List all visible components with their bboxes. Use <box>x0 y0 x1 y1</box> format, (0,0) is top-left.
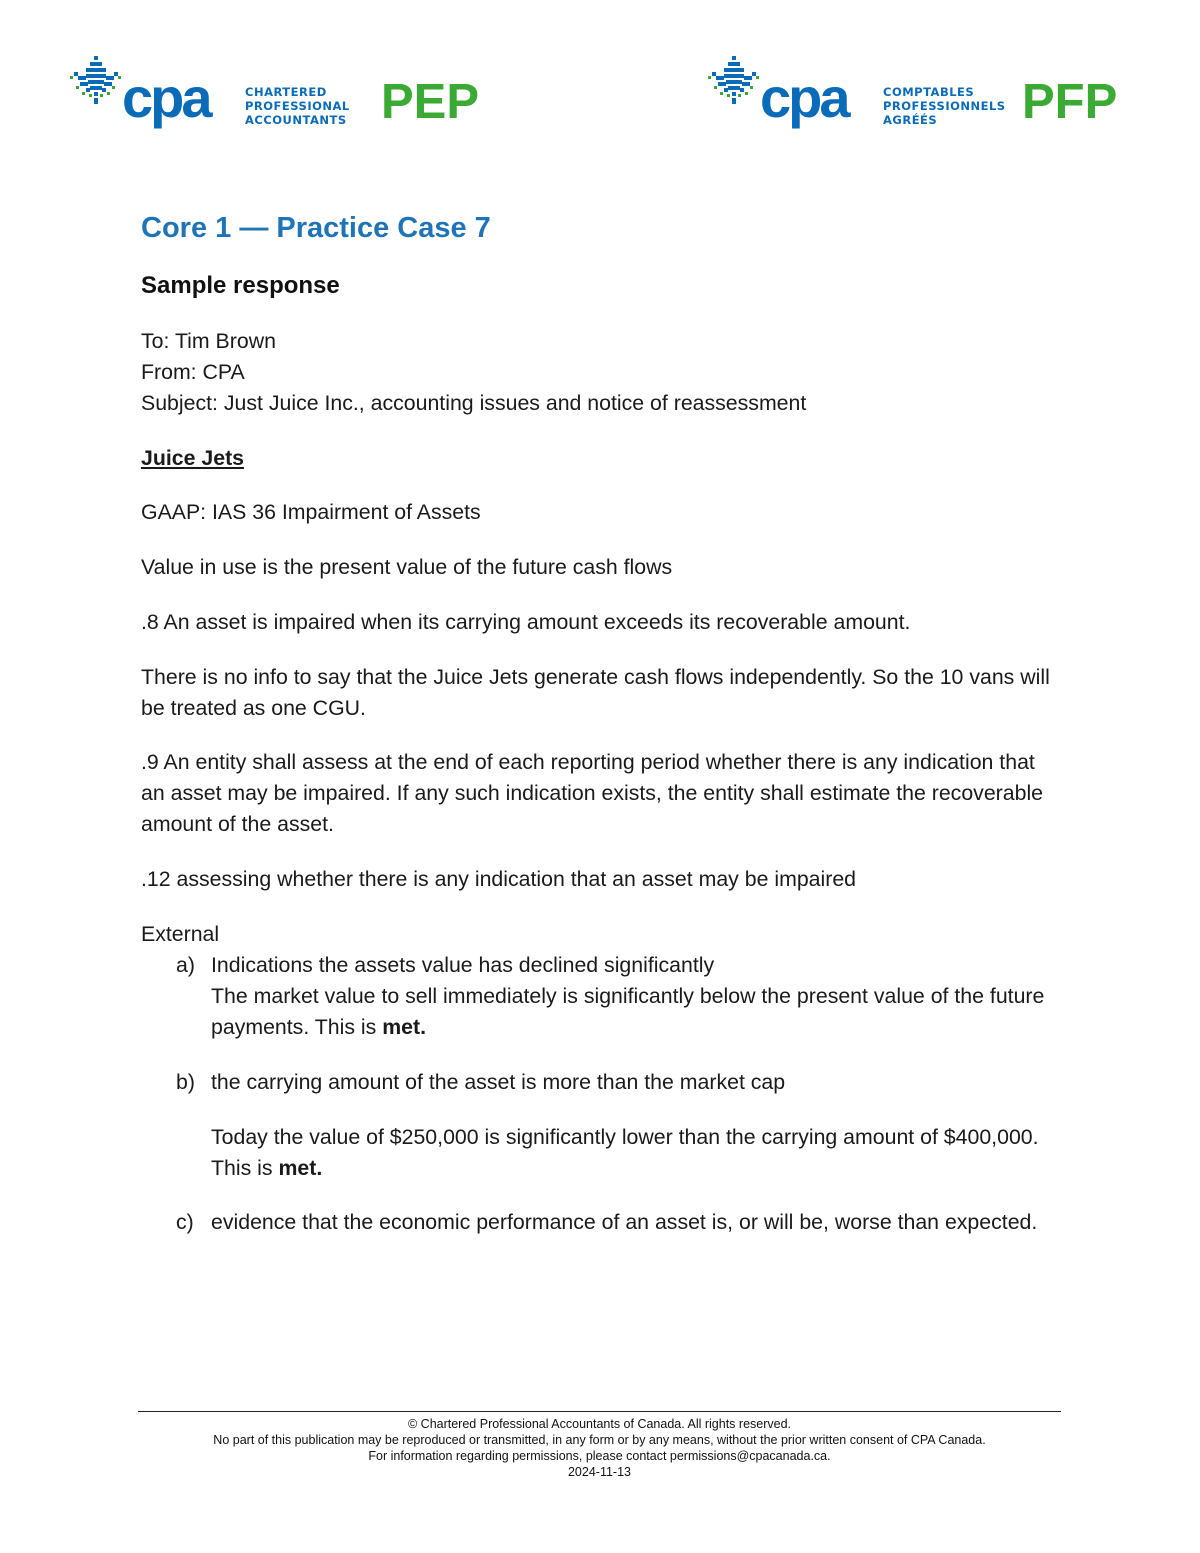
cpa-pep-logo <box>70 52 500 142</box>
page-title: Core 1 — Practice Case 7 <box>141 212 491 244</box>
footer-permissions: For information regarding permissions, please contact permissions@cpacanada.ca. <box>368 1449 831 1463</box>
memo-from: From: CPA <box>141 360 245 384</box>
footer-divider <box>138 1411 1061 1412</box>
indicator-detail: The market value to sell immediately is significantly below the present value of the future payments. This is met. <box>211 984 1045 1039</box>
indicator-heading: the carrying amount of the asset is more than the market cap <box>211 1070 786 1094</box>
list-letter: b) <box>176 1070 195 1094</box>
footer-notice: No part of this publication may be reproduced or transmitted, in any form or by any means, without the prior written consent of CPA Canada. <box>213 1433 986 1447</box>
memo-subject: Subject: Just Juice Inc., accounting issues and notice of reassessment <box>141 391 807 415</box>
met-label: met. <box>278 1156 323 1180</box>
program-code-pfp: PFP <box>1022 75 1118 129</box>
indicator-detail: Today the value of $250,000 is significantly lower than the carrying amount of $400,000. This is met. <box>211 1125 1039 1180</box>
paragraph-12: .12 assessing whether there is any indication that an asset may be impaired <box>141 867 857 891</box>
footer-date: 2024-11-13 <box>567 1465 631 1479</box>
external-label: External <box>141 922 220 946</box>
footer <box>138 1416 1061 1480</box>
maple-leaf-icon <box>708 54 760 116</box>
indicator-heading: evidence that the economic performance of an asset is, or will be, worse than expected. <box>211 1210 1038 1234</box>
value-in-use-note: Value in use is the present value of the future cash flows <box>141 555 673 579</box>
paragraph-8: .8 An asset is impaired when its carrying amount exceeds its recoverable amount. <box>141 610 911 634</box>
indicator-heading: Indications the assets value has declined significantly <box>211 953 715 977</box>
footer-copyright: © Chartered Professional Accountants of Canada. All rights reserved. <box>407 1417 792 1431</box>
cpa-descriptor: COMPTABLES PROFESSIONNELS AGRÉÉS <box>883 85 1006 127</box>
program-code-pep: PEP <box>381 75 480 129</box>
cpa-pfp-logo <box>708 52 1138 142</box>
list-letter: a) <box>176 953 195 977</box>
met-label: met. <box>382 1015 427 1039</box>
cpa-wordmark: cpa <box>122 66 210 129</box>
memo-to: To: Tim Brown <box>141 329 276 353</box>
maple-leaf-icon <box>70 54 122 116</box>
page-subtitle: Sample response <box>141 272 340 299</box>
cpa-descriptor: CHARTERED PROFESSIONAL ACCOUNTANTS <box>245 85 350 127</box>
cgu-paragraph: There is no info to say that the Juice Jets generate cash flows independently. So the 10 vans will be treated as one CGU. <box>141 665 1050 720</box>
section-heading: Juice Jets <box>141 446 245 470</box>
gaap-reference: GAAP: IAS 36 Impairment of Assets <box>141 500 481 524</box>
cpa-wordmark: cpa <box>760 66 848 129</box>
paragraph-9: .9 An entity shall assess at the end of each reporting period whether there is any indication that an asset may be impaired. If any such indication exists, the entity shall estimate the recoverable amount of the asset. <box>141 750 1044 836</box>
list-letter: c) <box>176 1210 194 1234</box>
